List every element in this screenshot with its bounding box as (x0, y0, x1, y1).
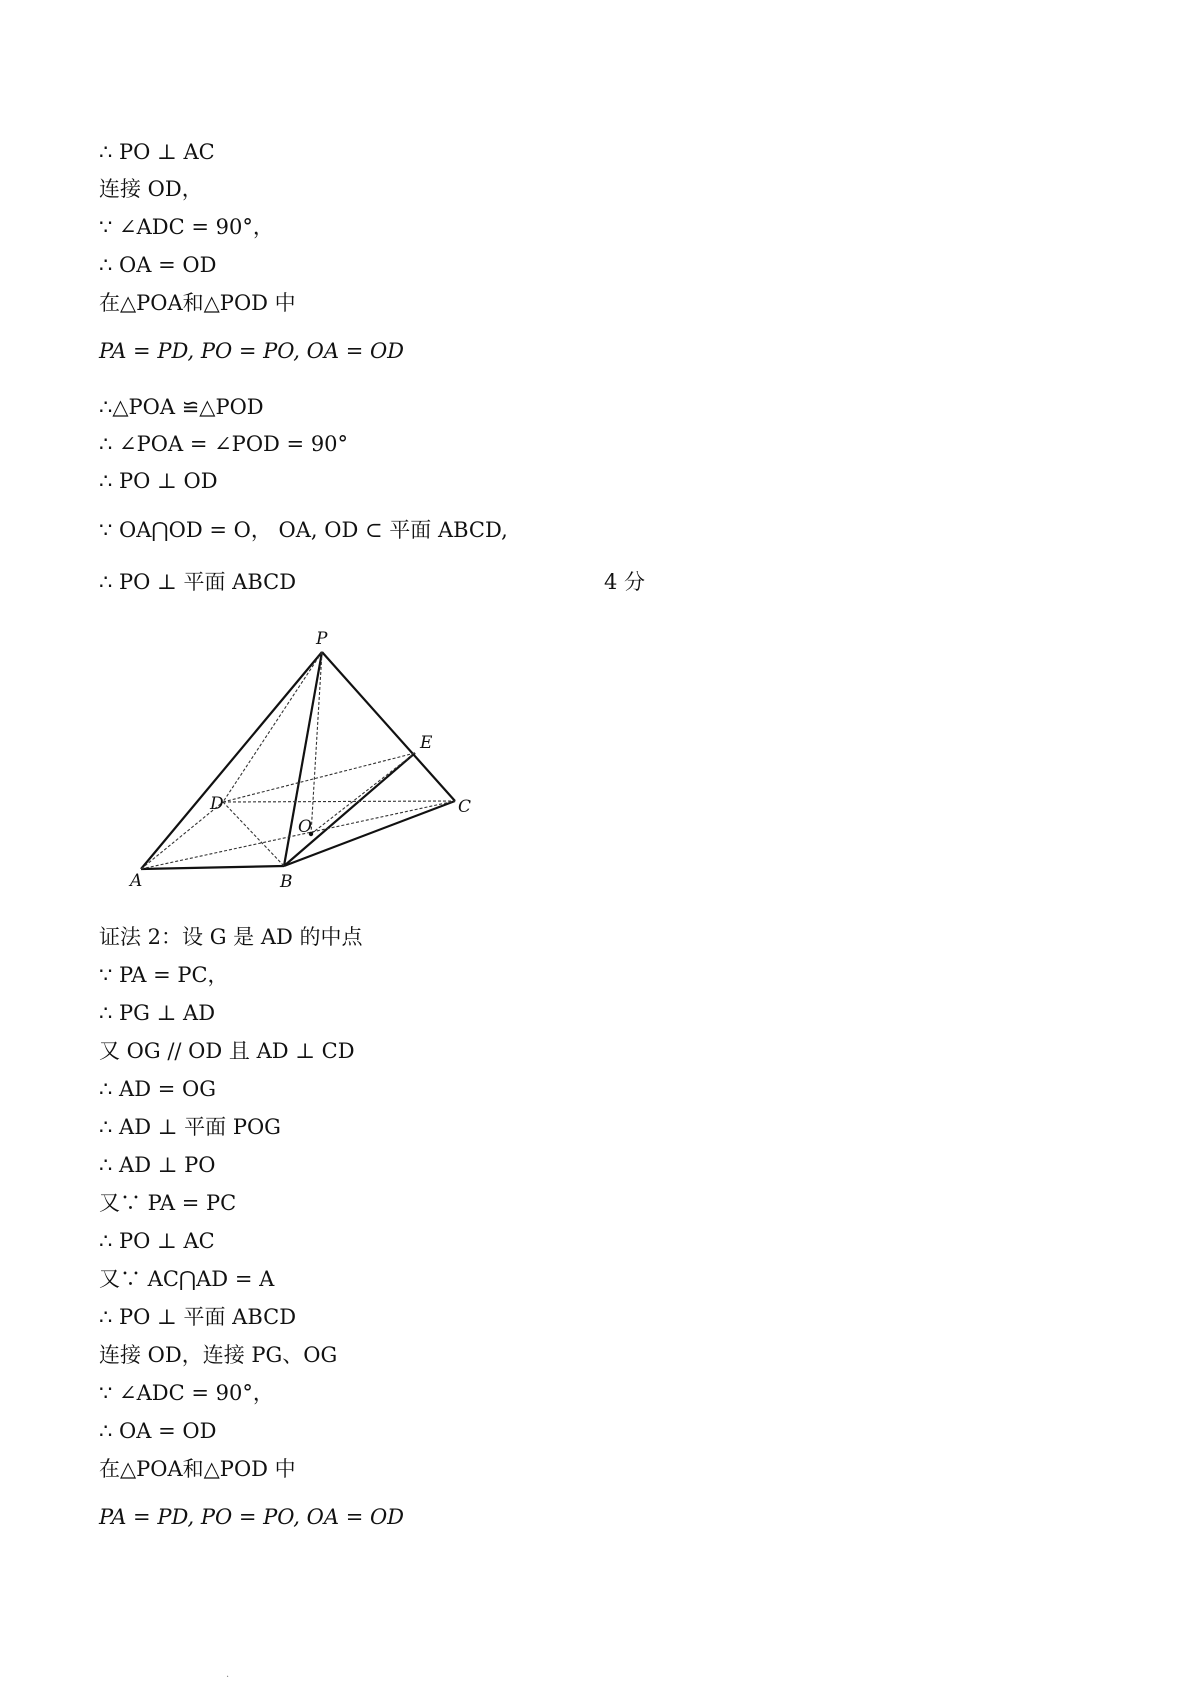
proof-line: ∴△POA ≌△POD (99, 395, 264, 419)
edge-pc (322, 652, 455, 801)
pyramid-figure (118, 622, 498, 892)
edge-pd (223, 652, 322, 802)
proof-line: ∴ OA = OD (99, 1419, 217, 1443)
label-d: D (210, 794, 224, 814)
label-a: A (130, 871, 143, 891)
proof-equation: PA = PD, PO = PO, OA = OD (99, 339, 405, 363)
edge-pa (141, 652, 322, 869)
proof-line: 连接 OD， (99, 177, 203, 201)
proof-line: ∴ AD ⊥ 平面 POG (99, 1115, 281, 1139)
proof-equation: PA = PD, PO = PO, OA = OD (99, 1505, 405, 1529)
label-p: P (316, 629, 328, 649)
proof-line: ∴ ∠POA = ∠POD = 90° (99, 432, 349, 456)
proof-line: 又 OG // OD 且 AD ⊥ CD (99, 1039, 355, 1063)
proof-line: 在△POA和△POD 中 (99, 291, 296, 315)
proof-line: ∵ PA = PC， (99, 963, 229, 987)
score-mark: 4 分 (604, 570, 646, 594)
proof-line: 连接 OD，连接 PG、OG (99, 1343, 338, 1367)
proof-line: ∴ PO ⊥ 平面 ABCD (99, 1305, 297, 1329)
proof-line: ∴ PO ⊥ AC (99, 1229, 215, 1253)
proof-line: ∴ PG ⊥ AD (99, 1001, 216, 1025)
label-c: C (458, 797, 472, 817)
proof-line: 在△POA和△POD 中 (99, 1457, 296, 1481)
proof-line: 证法 2：设 G 是 AD 的中点 (99, 925, 363, 949)
proof-line: ∴ PO ⊥ AC (99, 140, 215, 164)
proof-line: 又∵ PA = PC (99, 1191, 237, 1215)
proof-line: ∴ AD = OG (99, 1077, 216, 1101)
proof-line: ∴ PO ⊥ OD (99, 469, 218, 493)
proof-line: ∴ OA = OD (99, 253, 217, 277)
proof-line: ∵ ∠ADC = 90°， (99, 1381, 274, 1405)
proof-line: ∴ AD ⊥ PO (99, 1153, 216, 1177)
edge-ab (141, 866, 284, 869)
proof-line: ∵ OA⋂OD = O， OA, OD ⊂ 平面 ABCD, (99, 518, 508, 542)
edge-db (223, 802, 284, 866)
label-o: O (298, 817, 312, 837)
proof-line: ∵ ∠ADC = 90°， (99, 215, 274, 239)
label-e: E (420, 733, 433, 753)
edge-dc (223, 801, 455, 802)
footer-mark: · (226, 1672, 230, 1683)
proof-line: ∴ PO ⊥ 平面 ABCD (99, 570, 297, 594)
proof-line: 又∵ AC⋂AD = A (99, 1267, 275, 1291)
label-b: B (280, 872, 293, 892)
